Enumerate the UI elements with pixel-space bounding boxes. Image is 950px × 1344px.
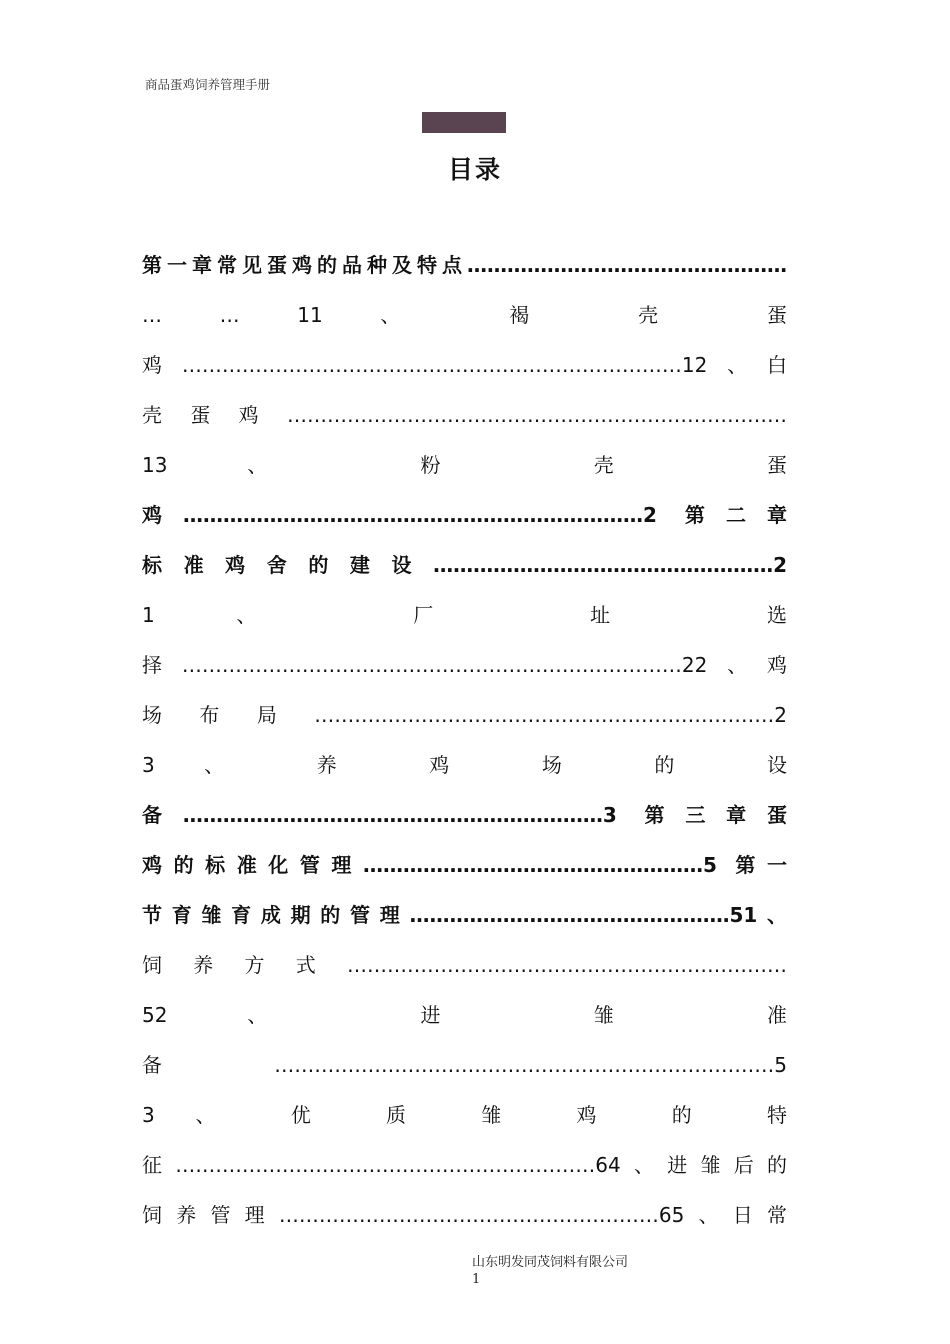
toc-line[interactable]: 饲养方式…………………………………………………………: [142, 953, 787, 977]
toc-line[interactable]: 征………………………………………………………64、进雏后的: [142, 1153, 787, 1177]
toc-line[interactable]: 1 、 厂 址 选: [142, 603, 787, 627]
toc-line[interactable]: 场布局……………………………………………………………2: [142, 703, 787, 727]
toc-line[interactable]: 3 、 养 鸡 场 的 设: [142, 753, 787, 777]
page-header: 商品蛋鸡饲养管理手册: [145, 77, 271, 92]
toc-line[interactable]: 第一章常见蛋鸡的品种及特点…………………………………………: [142, 253, 787, 277]
company-name: 山东明发同茂饲料有限公司: [472, 1255, 629, 1270]
page-footer: [472, 1254, 628, 1288]
toc-line[interactable]: 13 、 粉 壳 蛋: [142, 453, 787, 477]
toc-line[interactable]: 鸡……………………………………………………………2 第二章: [142, 503, 787, 527]
toc-line[interactable]: 52 、 进 雏 准: [142, 1003, 787, 1027]
toc-line[interactable]: 标准鸡舍的建设……………………………………………2: [142, 553, 787, 577]
toc-line[interactable]: 备…………………………………………………………………5: [142, 1053, 787, 1077]
header-bar: [422, 112, 506, 133]
toc-line[interactable]: … … 11 、 褐 壳 蛋: [142, 303, 787, 327]
toc-line[interactable]: 鸡的标准化管理……………………………………………5 第一: [142, 853, 787, 877]
toc-line[interactable]: 3 、 优 质 雏 鸡 的 特: [142, 1103, 787, 1127]
toc-line[interactable]: 壳蛋鸡…………………………………………………………………: [142, 403, 787, 427]
page-number: 1: [472, 1272, 481, 1287]
toc-line[interactable]: 鸡…………………………………………………………………12、白: [142, 353, 787, 377]
toc-title: 目录: [447, 155, 502, 184]
toc-line[interactable]: 择…………………………………………………………………22、鸡: [142, 653, 787, 677]
toc-line[interactable]: 备………………………………………………………3 第三章蛋: [142, 803, 787, 827]
toc-line[interactable]: 节育雏育成期的管理…………………………………………51、: [142, 903, 787, 927]
toc-line[interactable]: 饲养管理…………………………………………………65、日常: [142, 1203, 787, 1227]
table-of-contents: [142, 240, 787, 1240]
